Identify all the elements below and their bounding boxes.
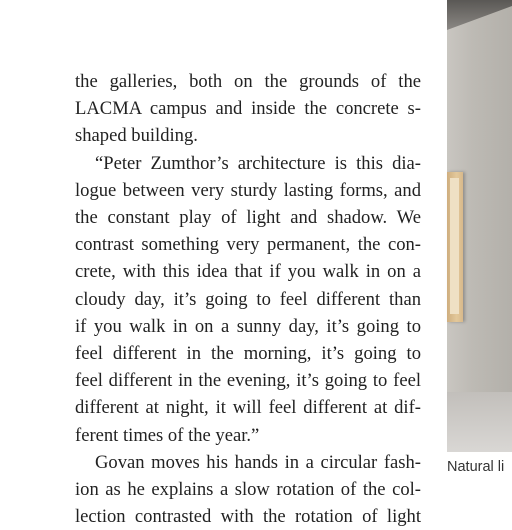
article-line: ferent times of the year.” xyxy=(75,424,260,446)
article-line: feel different in the morning, it’s going to xyxy=(75,343,421,365)
article-line: the galleries, both on the grounds of the xyxy=(75,71,421,92)
photo-artwork xyxy=(450,178,459,314)
article-body xyxy=(75,68,421,530)
article-line: if you walk in on a sunny day, it’s going to xyxy=(75,315,421,337)
article-line: logue between very sturdy lasting forms, and xyxy=(75,179,421,201)
photo-ceiling xyxy=(447,0,512,30)
article-line: cloudy day, it’s going to feel different than xyxy=(75,288,421,310)
gallery-photo xyxy=(447,0,512,452)
article-line: ion as he explains a slow rotation of the col- xyxy=(75,479,421,501)
photo-floor xyxy=(447,392,512,452)
article-line: feel different in the evening, it’s going to feel xyxy=(75,370,421,392)
article-line: “Peter Zumthor’s architecture is this dia- xyxy=(95,152,421,174)
article-line: the constant play of light and shadow. We xyxy=(75,207,421,229)
article-line: contrast something very permanent, the con- xyxy=(75,234,421,256)
article-line: crete, with this idea that if you walk in on a xyxy=(75,261,421,283)
article-line: Govan moves his hands in a circular fash- xyxy=(95,451,421,473)
article-line: shaped building. xyxy=(75,125,198,147)
photo-caption: Natural li xyxy=(447,459,505,475)
article-line: lection contrasted with the rotation of light xyxy=(75,506,421,528)
article-line: different at night, it will feel different at dif- xyxy=(75,397,421,419)
article-line: LACMA campus and inside the concrete s- xyxy=(75,98,421,120)
